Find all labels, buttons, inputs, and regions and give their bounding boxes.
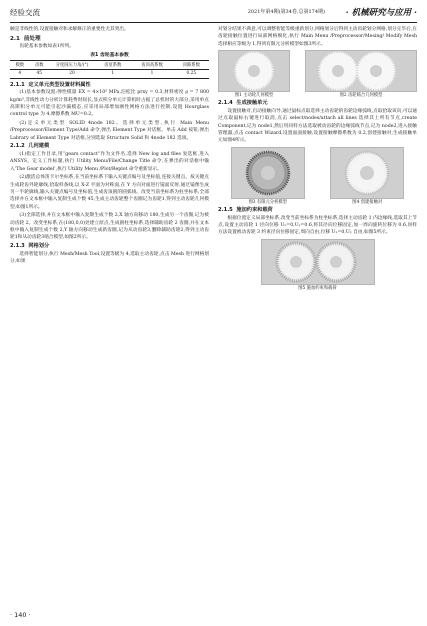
section-title: 施加约束和载荷 [236,206,273,213]
table-cell: 4 [18,71,22,77]
figure-3-caption: 图3 有限元分析模型 [248,199,287,205]
figure-1-caption: 图1 主动轮几何模型 [234,93,274,99]
figure-4 [330,147,404,206]
figure-4-caption: 图4 创建接触对 [352,199,383,205]
table-header-cell: 分度圆压力角/(°) [55,62,89,68]
section-number: 2.1.2 [10,143,25,150]
table-header-cell: 齿顶高系数 [141,62,163,68]
figure-4-image [330,147,404,199]
section-number: 2.1.1 [10,81,25,88]
section-2-1-2-heading [10,143,209,151]
table-cell: 1 [111,71,115,77]
table-header-cell: 模数 [15,62,25,68]
fem-model-graphic [247,152,289,194]
meshing-gears-graphic [320,53,394,89]
table-cell: 20 [69,71,75,77]
figure-1 [218,50,290,99]
table-header-cell: 顶隙系数 [182,62,200,68]
section-number: 2.1.4 [218,100,233,107]
journal-name: · 机械研究与应用 · [345,8,417,18]
contact-paragraph: 设置接触对,启动接触向导,通过鼠标点取选择主动齿轮的齿轮边缘弧线,点取拾取该向,可以通过点取鼠标右键进行取消,点击 select/nodes/attach all lines 选择其上所有节点,create Component,记为 node1,然后用同样方法选取被动齿轮的边缘弧线节点,记为 node2,进入接触管理器,点击 contact Wizard,设置面面接触,设置接触摩擦系数为 0.2,创建接触对,生成接触单元如图4所示。 [218,108,417,144]
issue-info: 2021年第4期(第34卷,总第174期) [247,9,325,15]
section-number: 2.1.3 [10,242,25,249]
single-gear-graphic [236,53,272,89]
geometry-paragraph-2: (2)激活总体笛卡尔坐标系,在当前坐标系下输入关键点编号及坐标值,连接关键点。按关键点生成轮齿外轮廓线,拾取样条线,以 X-Z 平面为对称面,在 Y 方向对面进行镜面反射,通过镜像生成另一半轮廓线,输入关键点编号及坐标值,生成齿顶圆的圆弧线。改变当前坐标系为柱坐标系,全部选择并在文本框中输入复制生成个数 45,生成主动齿轮整个齿圈记为齿轮1,得到主动齿轮几何模型,如图1所示。 [10,175,209,210]
table-intro-paragraph: 齿轮基本参数如表1所列。 [19,44,74,50]
contact-pair-graphic [346,152,388,194]
section-title: 前处理 [23,35,41,42]
section-title: 几何建模 [28,143,50,150]
section-title: 定义单元类型设置材料属性 [28,81,91,88]
table-header-cell: 齿数 [34,62,44,68]
figure-1-image [218,50,290,92]
table-row [10,69,209,78]
mesh-continued-paragraph: 对划分结果不满意,可以调整智能等级重新划分,网格划分后得到主动齿轮划分网格,划分完毕后,在齿轮接触位置进行局部网格细化,执行 Main Menu /Preprocessor/Mesing/ Modify Mesh 选择相应等级为 1,得到有限元分析模型如图3所示。 [218,27,417,47]
figure-2 [305,50,417,99]
section-2-1-5-heading [218,207,417,215]
figure-row-1 [218,50,417,99]
table-header-row [10,61,209,70]
section-title: 网格划分 [28,242,50,249]
intro-paragraph: 触是非线性的,设置接触对和求解修正的重要性尤其突出。 [10,27,129,32]
mesh-paragraph: 选择智能划分,执行 Mesh/Mesh Tool,设置等级为 4,选取主动齿轮,点击 Mesh 进行网格划分,如果 [10,251,209,265]
table-caption: 表1 齿轮基本参数 [90,53,129,59]
figure-row-2 [218,147,417,206]
figure-3-image [231,147,305,199]
section-2-1-1-heading [10,82,209,90]
figure-2-image [305,50,417,92]
constraint-gears-graphic [277,243,355,281]
figure-5-image [261,239,375,285]
section-number: 2.1.5 [218,206,233,213]
section-title: 生成接触单元 [236,100,268,107]
section-2-1-4-heading [218,100,417,108]
geometry-paragraph-1: (1)指定工作目录,用“gears contact”作为文件名,选择 New log and files 复选框,进入 ANSYS。定义工作标题,执行 Utility Menu/File/Change Title 命令,在弹出的对话框中输入‘The Gear model’,执行 Utility Menu /Plot/Replot 命令重新显示。 [10,152,209,172]
table-cell: 1 [150,71,154,77]
figure-2-caption: 图2 齿轮啮合几何模型 [339,93,383,99]
page-header [10,6,417,20]
constraints-paragraph: 根据位置定义局部坐标系,改变当前坐标系为柱坐标系,选择主动齿轮 1 内边缘线,选取其上节点,设置主动齿轮 1 径向位移 Uₓ=0,Uᵧ=0.6,将其径向位移固定,加一周向旋转位移为 0.6,同样方法设置被动齿轮 3 约束径向位移固定,周向自由,位移 Uₓ=0,Uᵧ 自由,如图5所示。 [218,215,417,236]
section-2-1-3-heading [10,243,209,251]
table-header-cell: 齿宽系数 [104,62,122,68]
page-number: · 140 · [10,611,31,619]
gear-parameter-table [10,60,209,78]
figure-row-3 [218,239,417,292]
section-2-1-heading [10,35,209,43]
section-number: 2.1 [10,35,20,42]
figure-3 [231,147,305,206]
figure-5 [261,239,375,292]
header-rule [10,22,417,23]
left-column [10,26,209,596]
table-cell: 0.25 [186,71,197,77]
right-column [218,26,417,596]
table-cell: 45 [36,71,42,77]
figure-5-caption: 图5 施加约束和载荷 [298,285,337,291]
element-type-paragraph: (2)定义单元类型 SOLID 4node 182。选择单元类型,执行 Main Menu /Preprocessor/Element Type/Add 命令,弹出 Element Type 对话框。单击 Add 按钮,弹出 Labrary of Element Type 对话框,分别选取 Structure Solid 和 4node 182 选项。 [10,120,209,141]
geometry-paragraph-3: (3)全部选择,并在文本框中输入复制生成个数 2,X 轴方向移动 180,生成另一个齿圈,记为被动齿轮 2。改变坐标系,在(180,0,0)处建立原点,生成圆柱坐标系,选择辅助齿轮 2 齿圈,并在文本框中输入复制生成个数 2,Y 轴方向移动生成新齿圈,记为从动齿轮3,删除辅助齿轮2,得到主动齿轮1和从动齿轮3啮合模型,如图2所示。 [10,213,209,241]
section-label: 经验交流 [10,8,40,17]
material-paragraph: (1)基本参数设置:弹性模量 EX = 4×10⁵ MPa,泊松比 prxy = 0.3,材料密度 ρ = 7 800 kg/m³,非线性动力分析计算耗费时间长,显式积分单元计算机时占据了总机时的大部分,采用单点高斯积分单元可能引起沙漏模态,应采用局部增加刚性网格方法进行控制,设置 Hourglass control type 为 4,摩擦系数 MU=0.2。 [10,90,209,118]
